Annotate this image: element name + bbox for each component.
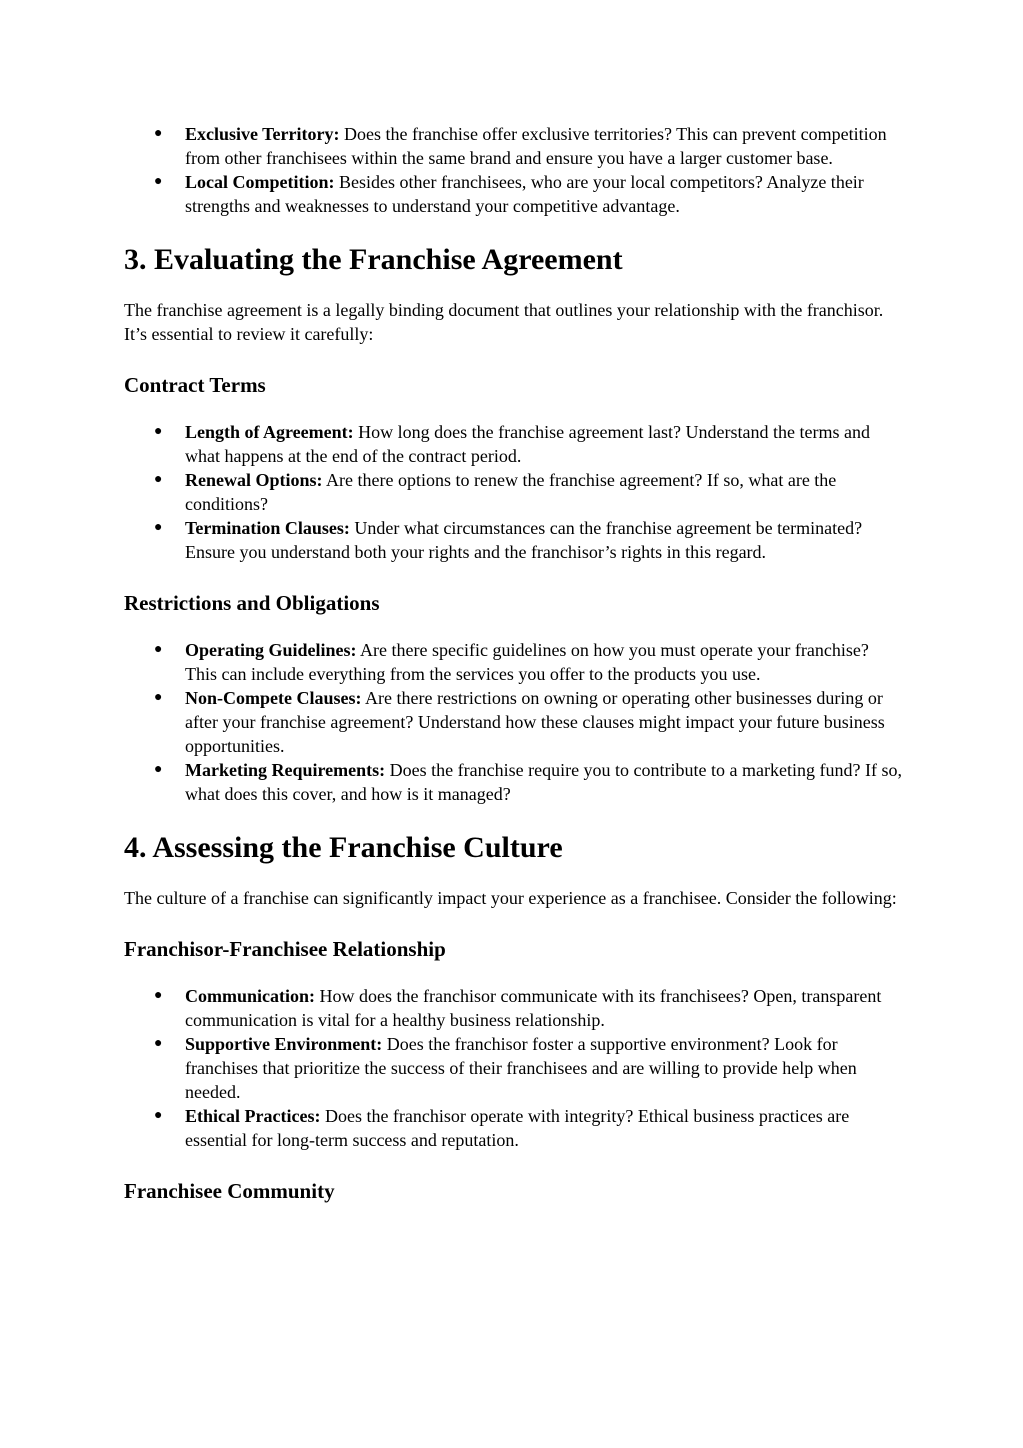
item-term: Non-Compete Clauses: bbox=[185, 688, 362, 708]
bullet-icon: ● bbox=[154, 126, 163, 141]
item-text: Does the franchisor operate with integrity? Ethical business practices are essential for long-term success and reputation. bbox=[185, 1106, 850, 1150]
list-item bbox=[124, 516, 904, 564]
list-item bbox=[124, 1032, 904, 1104]
bullet-icon: ● bbox=[154, 988, 163, 1003]
relationship-list bbox=[124, 984, 904, 1152]
bullet-icon: ● bbox=[154, 174, 163, 189]
section-3-intro: The franchise agreement is a legally binding document that outlines your relationship with the franchisor. It’s essential to review it carefully: bbox=[124, 300, 884, 344]
bullet-icon: ● bbox=[154, 762, 163, 777]
bullet-icon: ● bbox=[154, 472, 163, 487]
item-text: Does the franchisor foster a supportive environment? Look for franchises that prioritize the success of their franchisees and are willing to provide help when needed. bbox=[185, 1034, 857, 1102]
item-term: Operating Guidelines: bbox=[185, 640, 357, 660]
item-text: Under what circumstances can the franchise agreement be terminated? Ensure you understand both your rights and the franchisor’s rights in this regard. bbox=[185, 518, 863, 562]
item-text: Besides other franchisees, who are your local competitors? Analyze their strengths and weaknesses to understand your competitive advantage. bbox=[185, 172, 864, 216]
item-term: Termination Clauses: bbox=[185, 518, 350, 538]
restrictions-heading: Restrictions and Obligations bbox=[124, 591, 380, 615]
item-term: Length of Agreement: bbox=[185, 422, 354, 442]
list-item bbox=[124, 122, 904, 170]
item-term: Ethical Practices: bbox=[185, 1106, 321, 1126]
list-item bbox=[124, 686, 904, 758]
contract-terms-list bbox=[124, 420, 904, 564]
bullet-icon: ● bbox=[154, 642, 163, 657]
item-term: Exclusive Territory: bbox=[185, 124, 340, 144]
list-item bbox=[124, 758, 904, 806]
item-text: How long does the franchise agreement last? Understand the terms and what happens at the end of the contract period. bbox=[185, 422, 870, 466]
bullet-icon: ● bbox=[154, 520, 163, 535]
item-term: Renewal Options: bbox=[185, 470, 323, 490]
list-item bbox=[124, 984, 904, 1032]
community-heading: Franchisee Community bbox=[124, 1179, 335, 1203]
item-text: Does the franchise offer exclusive territories? This can prevent competition from other franchisees within the same brand and ensure you have a larger customer base. bbox=[185, 124, 887, 168]
item-term: Marketing Requirements: bbox=[185, 760, 386, 780]
section-4-intro: The culture of a franchise can significantly impact your experience as a franchisee. Consider the following: bbox=[124, 888, 897, 908]
relationship-heading: Franchisor-Franchisee Relationship bbox=[124, 937, 446, 961]
restrictions-list bbox=[124, 638, 904, 806]
item-text: Are there restrictions on owning or operating other businesses during or after your franchise agreement? Understand how these clauses might impact your future business opportunities. bbox=[185, 688, 885, 756]
item-term: Supportive Environment: bbox=[185, 1034, 383, 1054]
contract-terms-heading: Contract Terms bbox=[124, 373, 266, 397]
item-text: Are there specific guidelines on how you must operate your franchise? This can include everything from the services you offer to the products you use. bbox=[185, 640, 869, 684]
item-term: Communication: bbox=[185, 986, 315, 1006]
section-4-title: 4. Assessing the Franchise Culture bbox=[124, 831, 563, 864]
bullet-icon: ● bbox=[154, 1036, 163, 1051]
item-text: Does the franchise require you to contribute to a marketing fund? If so, what does this cover, and how is it managed? bbox=[185, 760, 902, 804]
list-item bbox=[124, 170, 904, 218]
item-text: Are there options to renew the franchise agreement? If so, what are the conditions? bbox=[185, 470, 837, 514]
list-item bbox=[124, 468, 904, 516]
list-item bbox=[124, 1104, 904, 1152]
list-item bbox=[124, 420, 904, 468]
item-term: Local Competition: bbox=[185, 172, 335, 192]
document-page bbox=[124, 122, 904, 1205]
list-item bbox=[124, 638, 904, 686]
intro-bullet-list bbox=[124, 122, 904, 218]
section-3-title: 3. Evaluating the Franchise Agreement bbox=[124, 243, 623, 276]
bullet-icon: ● bbox=[154, 1108, 163, 1123]
item-text: How does the franchisor communicate with its franchisees? Open, transparent communication is vital for a healthy business relationship. bbox=[185, 986, 882, 1030]
bullet-icon: ● bbox=[154, 424, 163, 439]
bullet-icon: ● bbox=[154, 690, 163, 705]
